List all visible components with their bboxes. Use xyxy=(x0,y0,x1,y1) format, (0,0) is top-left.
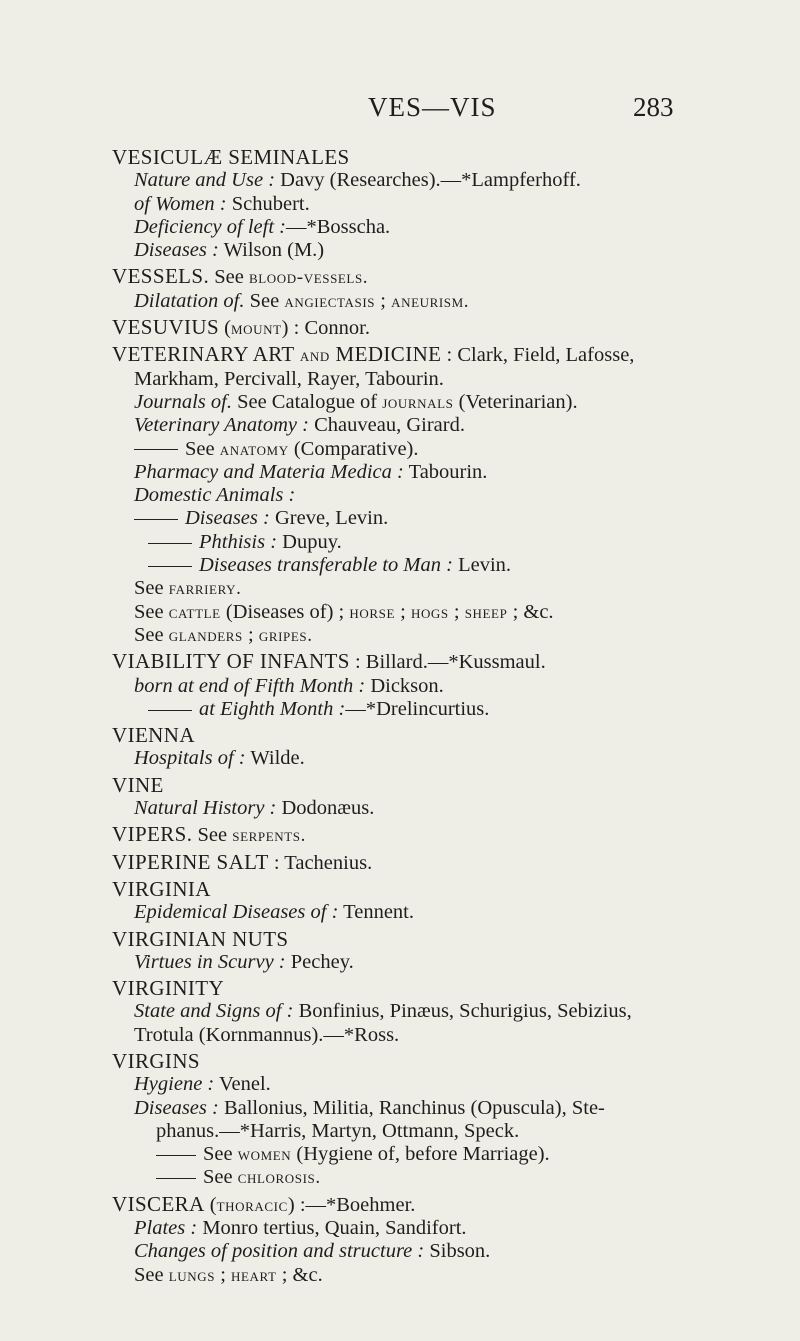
subentry: born at end of Fifth Month : Dickson. xyxy=(134,674,444,697)
cross-reference: journals xyxy=(382,391,454,413)
subentry: Diseases : Ballonius, Militia, Ranchinus (Opuscula), Ste- xyxy=(134,1096,605,1119)
cross-reference: serpents. xyxy=(232,825,306,847)
cross-reference: glanders xyxy=(168,624,243,646)
ditto-rule xyxy=(148,566,192,567)
cross-reference: chlorosis. xyxy=(237,1167,321,1189)
subentry: State and Signs of : Bonfinius, Pinæus, Schurigius, Sebizius, xyxy=(134,1000,632,1023)
subentry: See women (Hygiene of, before Marriage). xyxy=(112,1143,748,1166)
subentry: at Eighth Month :—*Drelincurtius. xyxy=(112,698,748,721)
entry-heading: VIABILITY OF INFANTS xyxy=(112,649,350,674)
entry-viscera: VISCERA (thoracic) :—*Boehmer. Plates : Monro tertius, Quain, Sandifort. Changes of position and structure : Sibson. See lungs ; heart ; &c. xyxy=(112,1193,748,1287)
subentry: See chlorosis. xyxy=(112,1166,748,1189)
entry-heading: VESICULÆ SEMINALES xyxy=(112,145,350,169)
entry-heading: VISCERA xyxy=(112,1191,205,1216)
entry-heading: VINE xyxy=(112,772,164,797)
cross-reference: sheep xyxy=(464,601,508,623)
entry-veterinary: VETERINARY ART and MEDICINE : Clark, Field, Lafosse, Markham, Percivall, Rayer, Tabourin. Journals of. See Catalogue of journals (Veterinarian). Veterinary Anatomy : Chauveau, Girard. See anatomy (Comparative). Pharmacy and Materia Medica : Tabourin. Domestic Animals : Diseases : Greve, Levin. Phthisis : Dupuy. Diseases transferable to Man : Levin. See farriery. See cattle (Diseases of) ; horse ; hogs ; sheep ; &c. See glanders ; gripes. xyxy=(112,343,748,647)
entry-heading: VETERINARY ART xyxy=(112,342,300,367)
subentry: See cattle (Diseases of) ; horse ; hogs ; sheep ; &c. xyxy=(134,600,554,623)
subentry: Veterinary Anatomy : Chauveau, Girard. xyxy=(134,414,465,437)
cross-reference: horse xyxy=(349,601,395,623)
ditto-rule xyxy=(134,519,178,520)
cross-reference: anatomy xyxy=(219,438,289,460)
entry-vine xyxy=(112,774,748,821)
running-head xyxy=(0,92,800,126)
subentry: Journals of. See Catalogue of journals (Veterinarian). xyxy=(134,390,578,413)
subentry: Natural History : Dodonæus. xyxy=(134,797,375,820)
cross-reference: women xyxy=(237,1144,292,1166)
subentry: Plates : Monro tertius, Quain, Sandifort. xyxy=(134,1217,467,1240)
subentry: Dilatation of. See angiectasis ; aneurism. xyxy=(134,289,470,312)
entry-heading: VESSELS. xyxy=(112,264,210,289)
entry-viperine-salt: VIPERINE SALT : Tachenius. xyxy=(112,849,373,874)
entry-virginity: VIRGINITY State and Signs of : Bonfinius, Pinæus, Schurigius, Sebizius, Trotula (Kornmannus).—*Ross. xyxy=(112,977,748,1047)
entry-heading: VIRGINIA xyxy=(112,876,211,901)
cross-reference: hogs xyxy=(410,601,449,623)
subentry: See glanders ; gripes. xyxy=(134,623,313,646)
cross-reference: lungs xyxy=(168,1264,216,1286)
subentry: Epidemical Diseases of : Tennent. xyxy=(134,901,415,924)
entry-vienna xyxy=(112,724,748,771)
subentry: Diseases transferable to Man : Levin. xyxy=(112,554,748,577)
entry-viability-of-infants: VIABILITY OF INFANTS : Billard.—*Kussmaul. born at end of Fifth Month : Dickson. at Eighth Month :—*Drelincurtius. xyxy=(112,650,748,721)
subentry: See farriery. xyxy=(134,577,242,600)
entry-virginian-nuts xyxy=(112,928,748,975)
subentry: Diseases : Greve, Levin. xyxy=(112,507,748,530)
entry-vessels: VESSELS. See blood-vessels. Dilatation of. See angiectasis ; aneurism. xyxy=(112,265,748,313)
subentry: Deficiency of left :—*Bosscha. xyxy=(134,215,391,238)
entry-vesuvius: VESUVIUS (mount) : Connor. xyxy=(112,315,370,340)
entry-heading: VIPERINE SALT xyxy=(112,849,269,874)
cross-reference: cattle xyxy=(168,601,221,623)
ditto-rule xyxy=(156,1155,196,1156)
cross-reference: blood-vessels. xyxy=(249,267,369,289)
entry-virgins: VIRGINS Hygiene : Venel. Diseases : Ballonius, Militia, Ranchinus (Opuscula), Ste- phanus.—*Harris, Martyn, Ottmann, Speck. See women (Hygiene of, before Marriage). See chlorosis. xyxy=(112,1050,748,1190)
cross-reference: farriery. xyxy=(168,578,242,600)
ditto-rule xyxy=(134,449,178,450)
ditto-rule xyxy=(148,710,192,711)
subentry: Pharmacy and Materia Medica : Tabourin. xyxy=(134,460,488,483)
cross-reference: heart xyxy=(231,1264,277,1286)
cross-reference: angiectasis xyxy=(284,290,376,312)
page-number: 283 xyxy=(633,92,674,122)
subentry: See lungs ; heart ; &c. xyxy=(134,1263,323,1286)
entry-heading: VIRGINITY xyxy=(112,976,225,1001)
ditto-rule xyxy=(156,1178,196,1179)
entry-heading: VIENNA xyxy=(112,723,195,748)
ditto-rule xyxy=(148,543,192,544)
subentry: Domestic Animals : xyxy=(134,484,296,507)
subentry: Changes of position and structure : Sibson. xyxy=(134,1240,491,1263)
entry-heading: VIRGINS xyxy=(112,1048,200,1073)
subentry: Phthisis : Dupuy. xyxy=(112,531,748,554)
entry-vesiculae-seminales xyxy=(112,146,748,262)
cross-reference: gripes. xyxy=(258,624,313,646)
subentry: See anatomy (Comparative). xyxy=(112,438,748,461)
subentry: Nature and Use : Davy (Researches).—*Lampferhoff. xyxy=(134,169,581,192)
subentry: of Women : Schubert. xyxy=(134,192,310,215)
subentry: Hospitals of : Wilde. xyxy=(134,747,305,770)
running-head-title: VES—VIS xyxy=(368,92,497,122)
entry-heading: VIRGINIAN NUTS xyxy=(112,926,289,951)
entry-vipers: VIPERS. See serpents. xyxy=(112,822,306,847)
entry-virginia xyxy=(112,878,748,925)
subentry: Hygiene : Venel. xyxy=(134,1073,271,1096)
subentry: Virtues in Scurvy : Pechey. xyxy=(134,950,354,973)
entry-heading: VIPERS. xyxy=(112,822,193,847)
cross-reference: aneurism. xyxy=(391,290,470,312)
subentry: Diseases : Wilson (M.) xyxy=(134,239,325,262)
index-entries xyxy=(112,146,748,1290)
entry-heading: VESUVIUS xyxy=(112,315,220,340)
